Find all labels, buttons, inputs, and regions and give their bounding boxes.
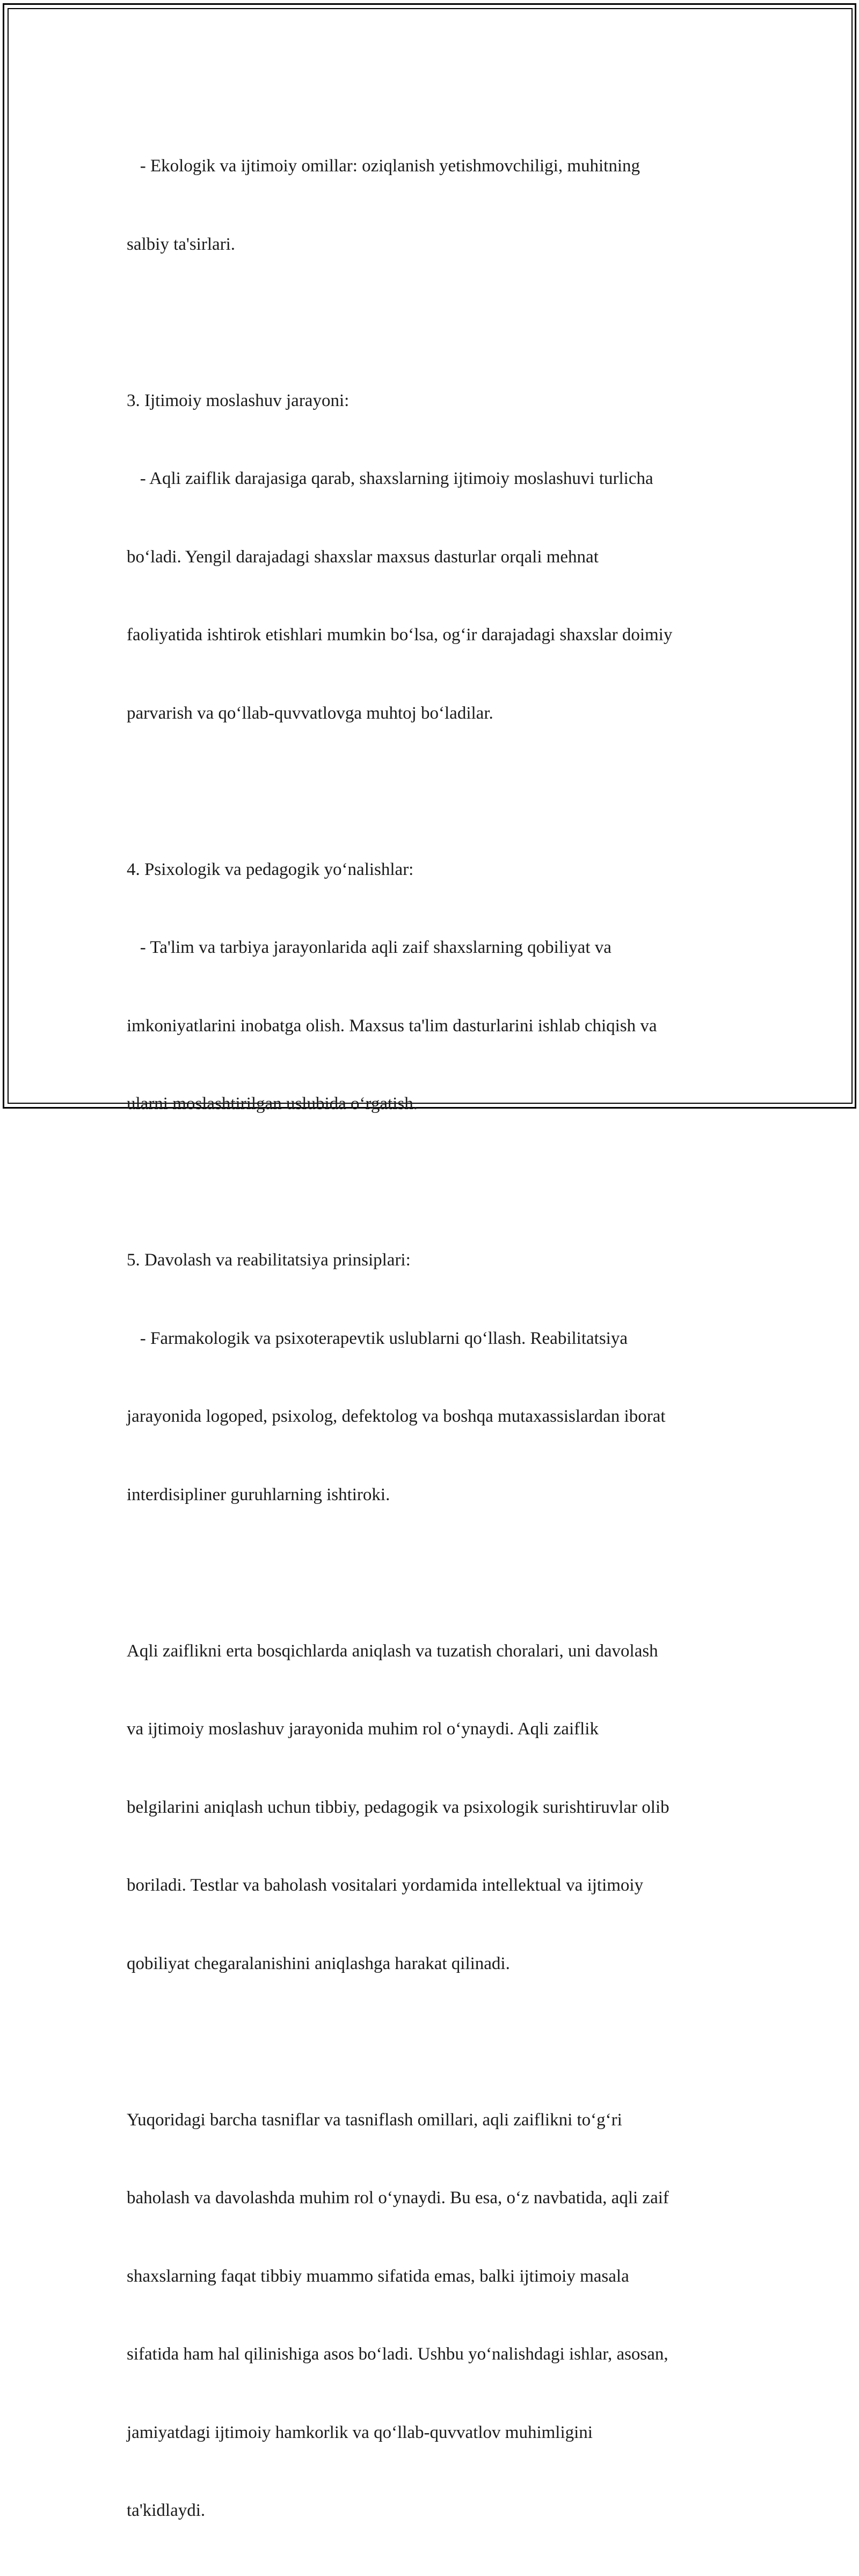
text-line: bo‘ladi. Yengil darajadagi shaxslar maxsus dasturlar orqali mehnat [127,547,599,567]
paragraph-social-adaptation [127,336,744,779]
text-line: interdisipliner guruhlarning ishtiroki. [127,1485,390,1504]
text-line: salbiy ta'sirlari. [127,234,236,254]
text-line: faoliyatida ishtirok etishlari mumkin bo‘lsa, og‘ir darajadagi shaxslar doimiy [127,625,673,645]
text-line: - Ekologik va ijtimoiy omillar: oziqlanish yetishmovchiligi, muhitning [127,156,640,176]
section-heading: 3. Ijtimoiy moslashuv jarayoni: [127,390,350,410]
paragraph-treatment-rehabilitation [127,1195,744,1560]
text-line: shaxslarning faqat tibbiy muammo sifatida emas, balki ijtimoiy masala [127,2266,629,2286]
text-line: sifatida ham hal qilinishiga asos bo‘ladi. Ushbu yo‘nalishdagi ishlar, asosan, [127,2345,668,2364]
text-line: jarayonida logoped, psixolog, defektolog va boshqa mutaxassislardan iborat [127,1407,666,1426]
paragraph-conclusion [127,2055,744,2576]
text-line: boriladi. Testlar va baholash vositalari yordamida intellektual va ijtimoiy [127,1876,644,1895]
text-line: parvarish va qo‘llab-quvvatlovga muhtoj bo‘ladilar. [127,703,493,723]
text-line: imkoniyatlarini inobatga olish. Maxsus ta'lim dasturlarini ishlab chiqish va [127,1016,657,1036]
document-body [127,101,744,2576]
text-line: jamiyatdagi ijtimoiy hamkorlik va qo‘llab-quvvatlov muhimligini [127,2422,593,2442]
text-line: Aqli zaiflikni erta bosqichlarda aniqlash va tuzatish choralari, uni davolash [127,1641,658,1661]
text-line: Yuqoridagi barcha tasniflar va tasniflash omillari, aqli zaiflikni to‘g‘ri [127,2110,622,2130]
text-line: - Aqli zaiflik darajasiga qarab, shaxslarning ijtimoiy moslashuvi turlicha [127,469,653,488]
text-line: ularni moslashtirilgan uslubida o‘rgatish. [127,1094,418,1113]
text-line: qobiliyat chegaralanishini aniqlashga harakat qilinadi. [127,1953,510,1973]
text-line: - Farmakologik va psixoterapevtik uslublarni qo‘llash. Reabilitatsiya [127,1328,628,1348]
section-heading: 5. Davolash va reabilitatsiya prinsiplari: [127,1250,411,1270]
text-line: - Ta'lim va tarbiya jarayonlarida aqli zaif shaxslarning qobiliyat va [127,938,612,957]
paragraph-ecological-factors [127,101,744,309]
section-heading: 4. Psixologik va pedagogik yo‘nalishlar: [127,859,414,879]
paragraph-early-detection [127,1586,744,2029]
paragraph-psychological-pedagogical [127,805,744,1169]
text-line: baholash va davolashda muhim rol o‘ynaydi. Bu esa, o‘z navbatida, aqli zaif [127,2188,669,2208]
text-line: va ijtimoiy moslashuv jarayonida muhim rol o‘ynaydi. Aqli zaiflik [127,1719,599,1739]
text-line: belgilarini aniqlash uchun tibbiy, pedagogik va psixologik surishtiruvlar olib [127,1797,669,1817]
text-line: ta'kidlaydi. [127,2501,206,2520]
